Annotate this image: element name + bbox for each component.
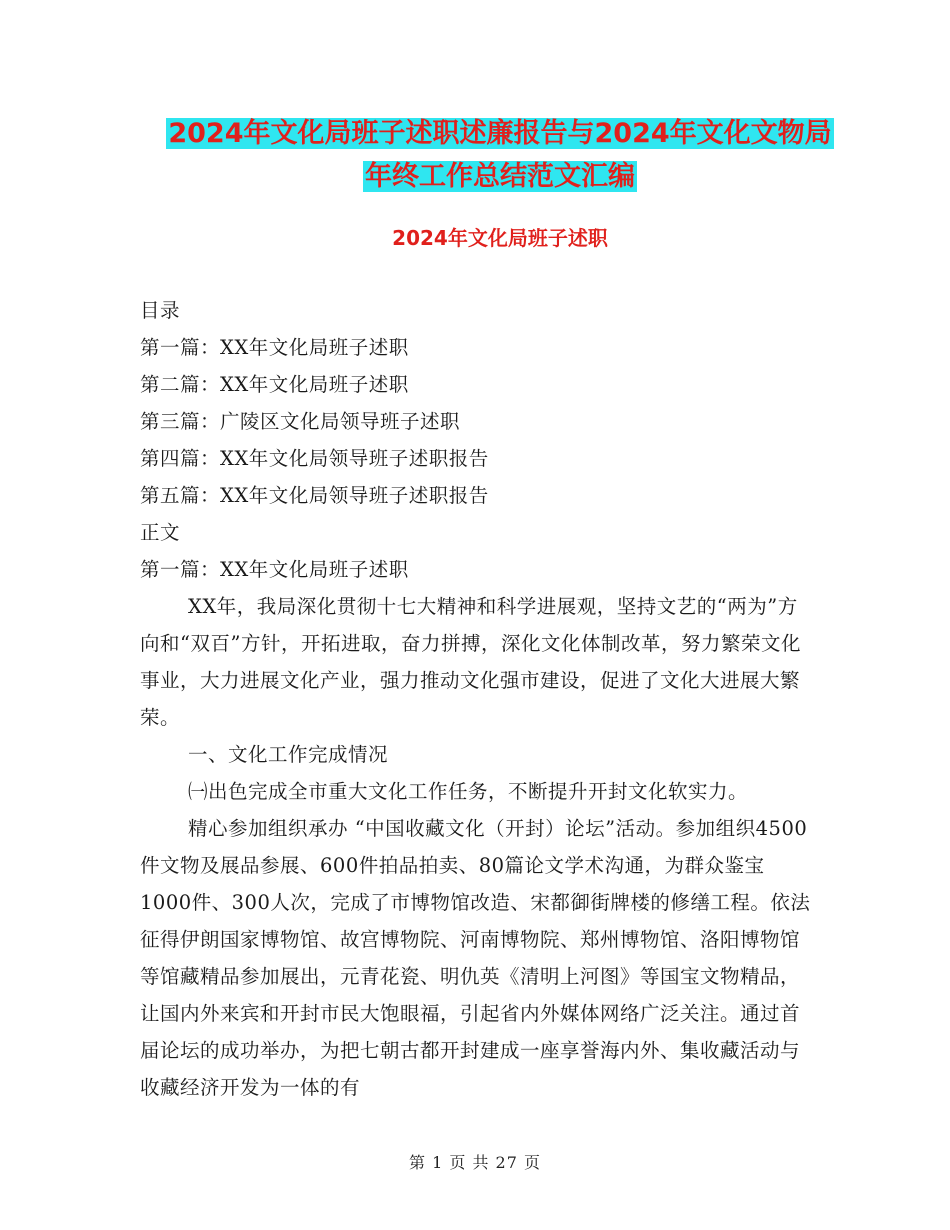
toc-item: 第三篇：广陵区文化局领导班子述职 bbox=[140, 410, 461, 433]
paragraph: XX年，我局深化贯彻十七大精神和科学进展观，坚持文艺的“两为”方向和“双百”方针，开拓进取，奋力拼搏，深化文化体制改革，努力繁荣文化事业，大力进展文化产业，强力推动文化强市建设，促进了文化大进展大繁荣。 bbox=[140, 595, 801, 729]
sub-subsection-heading: ㈠出色完成全市重大文化工作任务，不断提升开封文化软实力。 bbox=[188, 780, 749, 803]
section-title: 2024年文化局班子述职 bbox=[392, 226, 608, 250]
subsection-heading: 一、文化工作完成情况 bbox=[188, 743, 389, 766]
title-line-1: 2024年文化局班子述职述廉报告与2024年文化文物局 bbox=[168, 118, 832, 149]
toc-heading: 目录 bbox=[140, 299, 181, 322]
toc-item: 第二篇：XX年文化局班子述职 bbox=[140, 373, 409, 396]
page-number-footer: 第 1 页 共 27 页 bbox=[409, 1153, 541, 1172]
toc-item: 第五篇：XX年文化局领导班子述职报告 bbox=[140, 484, 489, 507]
document-title bbox=[140, 112, 860, 198]
document-body bbox=[140, 292, 812, 1106]
chapter-heading: 第一篇：XX年文化局班子述职 bbox=[140, 558, 409, 581]
body-heading: 正文 bbox=[140, 521, 181, 544]
toc-item: 第四篇：XX年文化局领导班子述职报告 bbox=[140, 447, 489, 470]
title-line-2: 年终工作总结范文汇编 bbox=[365, 161, 635, 192]
toc-item: 第一篇：XX年文化局班子述职 bbox=[140, 336, 409, 359]
paragraph: 精心参加组织承办 “中国收藏文化（开封）论坛”活动。参加组织4500件文物及展品参展、600件拍品拍卖、80篇论文学术沟通，为群众鉴宝1000件、300人次，完成了市博物馆改造、宋都御街牌楼的修缮工程。依法征得伊朗国家博物馆、故宫博物院、河南博物院、郑州博物馆、洛阳博物馆等馆藏精品参加展出，元青花瓷、明仇英《清明上河图》等国宝文物精品，让国内外来宾和开封市民大饱眼福，引起省内外媒体网络广泛关注。通过首届论坛的成功举办，为把七朝古都开封建成一座享誉海内外、集收藏活动与收藏经济开发为一体的有 bbox=[140, 817, 811, 1099]
